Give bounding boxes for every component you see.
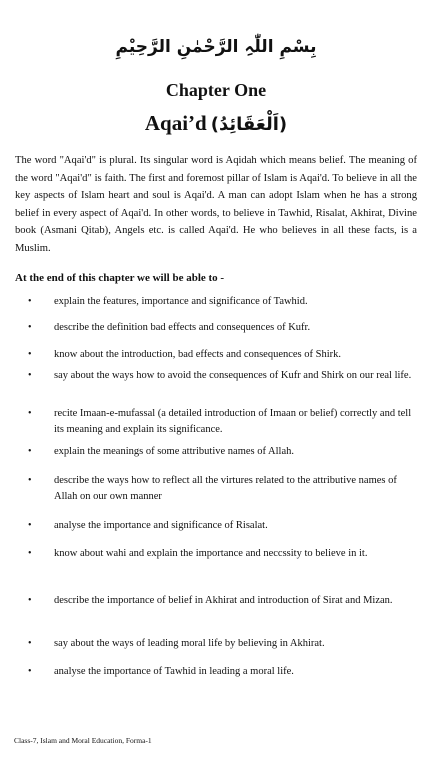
objectives-heading: At the end of this chapter we will be able to - <box>15 272 225 284</box>
bullet-icon: • <box>28 349 32 360</box>
list-item <box>28 546 416 562</box>
chapter-title-english: Aqai’d <box>144 111 207 135</box>
list-item <box>28 593 416 609</box>
list-item-text: analyse the importance and significance of Risalat. <box>54 520 268 531</box>
list-item-text: analyse the importance of Tawhid in leading a moral life. <box>54 666 294 677</box>
intro-paragraph: The word "Aqai'd" is plural. Its singular word is Aqidah which means belief. The meaning of the word "Aqai'd" is faith. The first and foremost pillar of Islam is Aqai'd. To believe in all the key aspects of Islam heart and soul is Aqai'd. A man can adopt Islam when he has a strong belief in every aspect of Aqai'd. In other words, to believe in Tawhid, Risalat, Akhirat, Divine book (Asmani Qitab), Angels etc. is called Aqai'd. He who believes in all these facts, is a Muslim. <box>15 155 417 254</box>
bullet-icon: • <box>28 595 32 606</box>
list-item <box>28 406 416 438</box>
bullet-icon: • <box>28 322 32 333</box>
list-item-text: say about the ways how to avoid the consequences of Kufr and Shirk on our real life. <box>54 370 412 381</box>
list-item-text: describe the definition bad effects and consequences of Kufr. <box>54 322 311 333</box>
chapter-title-arabic: (اَلْعَقَائِدُ) <box>210 114 288 135</box>
list-item <box>28 368 416 384</box>
list-item-text: know about the introduction, bad effects and consequences of Shirk. <box>54 349 342 360</box>
chapter-number: Chapter One <box>165 80 267 100</box>
page-footer: Class-7, Islam and Moral Education, Forma-1 <box>14 736 152 745</box>
list-item-text: describe the importance of belief in Akhirat and introduction of Sirat and Mizan. <box>54 595 393 606</box>
list-item <box>28 473 416 505</box>
list-item-text: recite Imaan-e-mufassal (a detailed introduction of Imaan or belief) correctly and tell its meaning and explain its significance. <box>54 408 412 435</box>
list-item <box>28 320 416 336</box>
bullet-icon: • <box>28 638 32 649</box>
list-item-text: say about the ways of leading moral life by believing in Akhirat. <box>54 638 325 649</box>
list-item-text: know about wahi and explain the importance and neccssity to believe in it. <box>54 548 368 559</box>
list-item <box>28 636 416 652</box>
list-item <box>28 518 416 534</box>
bullet-icon: • <box>28 296 32 307</box>
bullet-icon: • <box>28 446 32 457</box>
list-item <box>28 444 416 460</box>
list-item <box>28 347 416 363</box>
bullet-icon: • <box>28 408 32 419</box>
list-item <box>28 294 416 310</box>
list-item-text: explain the features, importance and significance of Tawhid. <box>54 296 308 307</box>
bullet-icon: • <box>28 475 32 486</box>
bullet-icon: • <box>28 548 32 559</box>
list-item <box>28 664 416 680</box>
bullet-icon: • <box>28 520 32 531</box>
list-item-text: explain the meanings of some attributive names of Allah. <box>54 446 294 457</box>
bullet-icon: • <box>28 666 32 677</box>
list-item-text: describe the ways how to reflect all the virtures related to the attributive names of Allah on our own manner <box>54 475 397 502</box>
chapter-title <box>0 109 432 139</box>
bullet-icon: • <box>28 370 32 381</box>
bismillah-heading: بِسْمِ اللّٰہِ الرَّحْمٰنِ الرَّحِیْمِ <box>115 37 317 57</box>
